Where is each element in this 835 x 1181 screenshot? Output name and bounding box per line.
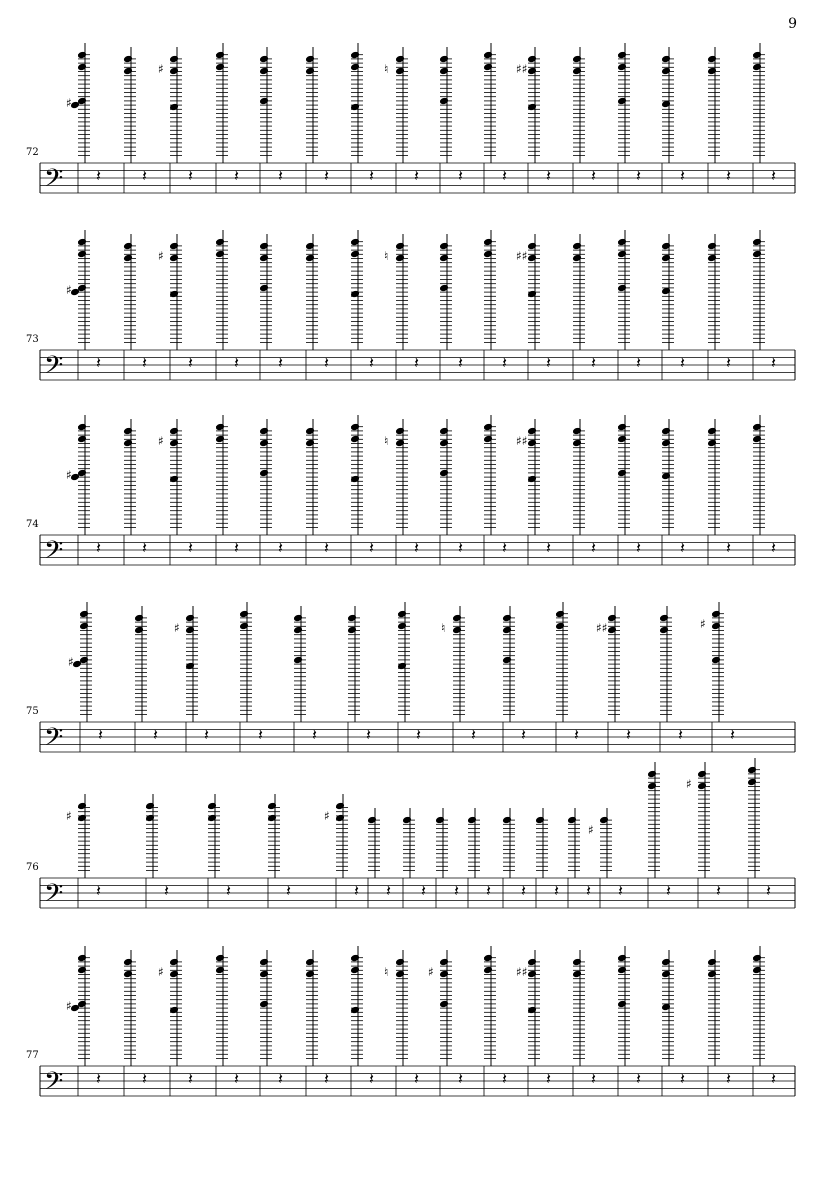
quarter-rest-icon: 𝄽 bbox=[458, 1069, 463, 1088]
quarter-rest-icon: 𝄽 bbox=[636, 166, 641, 185]
quarter-rest-icon: 𝄽 bbox=[502, 353, 507, 372]
accidental: ♮ bbox=[384, 965, 389, 979]
quarter-rest-icon: 𝄽 bbox=[188, 1069, 193, 1088]
quarter-rest-icon: 𝄽 bbox=[546, 538, 551, 557]
measure-number: 77 bbox=[26, 1050, 39, 1061]
quarter-rest-icon: 𝄽 bbox=[636, 353, 641, 372]
quarter-rest-icon: 𝄽 bbox=[726, 538, 731, 557]
quarter-rest-icon: 𝄽 bbox=[324, 166, 329, 185]
quarter-rest-icon: 𝄽 bbox=[369, 353, 374, 372]
quarter-rest-icon: 𝄽 bbox=[454, 881, 459, 900]
bass-clef-icon: 𝄢 bbox=[44, 1067, 64, 1102]
system-76 bbox=[26, 758, 795, 914]
accidental: ♯♯ bbox=[516, 434, 528, 448]
quarter-rest-icon: 𝄽 bbox=[574, 725, 579, 744]
quarter-rest-icon: 𝄽 bbox=[680, 538, 685, 557]
quarter-rest-icon: 𝄽 bbox=[142, 353, 147, 372]
quarter-rest-icon: 𝄽 bbox=[591, 353, 596, 372]
quarter-rest-icon: 𝄽 bbox=[666, 881, 671, 900]
quarter-rest-icon: 𝄽 bbox=[188, 353, 193, 372]
quarter-rest-icon: 𝄽 bbox=[546, 1069, 551, 1088]
quarter-rest-icon: 𝄽 bbox=[502, 538, 507, 557]
quarter-rest-icon: 𝄽 bbox=[414, 538, 419, 557]
quarter-rest-icon: 𝄽 bbox=[96, 881, 101, 900]
quarter-rest-icon: 𝄽 bbox=[458, 166, 463, 185]
quarter-rest-icon: 𝄽 bbox=[324, 1069, 329, 1088]
quarter-rest-icon: 𝄽 bbox=[369, 538, 374, 557]
quarter-rest-icon: 𝄽 bbox=[324, 538, 329, 557]
quarter-rest-icon: 𝄽 bbox=[414, 353, 419, 372]
quarter-rest-icon: 𝄽 bbox=[771, 353, 776, 372]
quarter-rest-icon: 𝄽 bbox=[591, 538, 596, 557]
quarter-rest-icon: 𝄽 bbox=[142, 538, 147, 557]
system-77 bbox=[26, 946, 795, 1102]
accidental: ♯ bbox=[66, 96, 72, 110]
quarter-rest-icon: 𝄽 bbox=[258, 725, 263, 744]
accidental: ♯♯ bbox=[516, 249, 528, 263]
accidental: ♯♯ bbox=[516, 965, 528, 979]
quarter-rest-icon: 𝄽 bbox=[771, 538, 776, 557]
system-74 bbox=[26, 415, 795, 571]
system-73 bbox=[26, 230, 795, 386]
quarter-rest-icon: 𝄽 bbox=[354, 881, 359, 900]
quarter-rest-icon: 𝄽 bbox=[312, 725, 317, 744]
quarter-rest-icon: 𝄽 bbox=[586, 881, 591, 900]
accidental: ♯ bbox=[428, 965, 434, 979]
accidental: ♯ bbox=[158, 249, 164, 263]
quarter-rest-icon: 𝄽 bbox=[766, 881, 771, 900]
quarter-rest-icon: 𝄽 bbox=[416, 725, 421, 744]
quarter-rest-icon: 𝄽 bbox=[421, 881, 426, 900]
quarter-rest-icon: 𝄽 bbox=[369, 1069, 374, 1088]
measure-number: 73 bbox=[26, 334, 39, 345]
quarter-rest-icon: 𝄽 bbox=[636, 538, 641, 557]
quarter-rest-icon: 𝄽 bbox=[730, 725, 735, 744]
quarter-rest-icon: 𝄽 bbox=[414, 1069, 419, 1088]
quarter-rest-icon: 𝄽 bbox=[771, 166, 776, 185]
accidental: ♯ bbox=[588, 823, 594, 837]
quarter-rest-icon: 𝄽 bbox=[96, 353, 101, 372]
bass-clef-icon: 𝄢 bbox=[44, 536, 64, 571]
quarter-rest-icon: 𝄽 bbox=[188, 538, 193, 557]
quarter-rest-icon: 𝄽 bbox=[96, 1069, 101, 1088]
accidental: ♮ bbox=[384, 249, 389, 263]
quarter-rest-icon: 𝄽 bbox=[278, 353, 283, 372]
quarter-rest-icon: 𝄽 bbox=[414, 166, 419, 185]
bass-clef-icon: 𝄢 bbox=[44, 164, 64, 199]
system-75 bbox=[26, 602, 795, 758]
accidental: ♯ bbox=[68, 655, 74, 669]
accidental: ♮ bbox=[384, 62, 389, 76]
quarter-rest-icon: 𝄽 bbox=[680, 353, 685, 372]
quarter-rest-icon: 𝄽 bbox=[618, 881, 623, 900]
quarter-rest-icon: 𝄽 bbox=[458, 353, 463, 372]
bass-clef-icon: 𝄢 bbox=[44, 723, 64, 758]
quarter-rest-icon: 𝄽 bbox=[96, 538, 101, 557]
quarter-rest-icon: 𝄽 bbox=[726, 166, 731, 185]
quarter-rest-icon: 𝄽 bbox=[521, 881, 526, 900]
quarter-rest-icon: 𝄽 bbox=[386, 881, 391, 900]
accidental: ♯ bbox=[158, 62, 164, 76]
quarter-rest-icon: 𝄽 bbox=[366, 725, 371, 744]
quarter-rest-icon: 𝄽 bbox=[502, 1069, 507, 1088]
accidental: ♯ bbox=[66, 283, 72, 297]
quarter-rest-icon: 𝄽 bbox=[204, 725, 209, 744]
quarter-rest-icon: 𝄽 bbox=[188, 166, 193, 185]
accidental: ♯ bbox=[174, 621, 180, 635]
quarter-rest-icon: 𝄽 bbox=[153, 725, 158, 744]
quarter-rest-icon: 𝄽 bbox=[278, 1069, 283, 1088]
accidental: ♮ bbox=[384, 434, 389, 448]
system-72 bbox=[26, 43, 795, 199]
quarter-rest-icon: 𝄽 bbox=[458, 538, 463, 557]
quarter-rest-icon: 𝄽 bbox=[716, 881, 721, 900]
quarter-rest-icon: 𝄽 bbox=[680, 166, 685, 185]
quarter-rest-icon: 𝄽 bbox=[234, 166, 239, 185]
quarter-rest-icon: 𝄽 bbox=[521, 725, 526, 744]
accidental: ♯ bbox=[66, 809, 72, 823]
quarter-rest-icon: 𝄽 bbox=[164, 881, 169, 900]
measure-number: 74 bbox=[26, 519, 39, 530]
accidental: ♯♯ bbox=[596, 621, 608, 635]
quarter-rest-icon: 𝄽 bbox=[771, 1069, 776, 1088]
accidental: ♯ bbox=[686, 777, 692, 791]
bass-clef-icon: 𝄢 bbox=[44, 351, 64, 386]
quarter-rest-icon: 𝄽 bbox=[234, 538, 239, 557]
measure-number: 72 bbox=[26, 147, 39, 158]
measure-number: 76 bbox=[26, 862, 39, 873]
quarter-rest-icon: 𝄽 bbox=[591, 166, 596, 185]
quarter-rest-icon: 𝄽 bbox=[286, 881, 291, 900]
accidental: ♯ bbox=[158, 434, 164, 448]
accidental: ♯ bbox=[158, 965, 164, 979]
quarter-rest-icon: 𝄽 bbox=[234, 1069, 239, 1088]
accidental: ♯ bbox=[324, 809, 330, 823]
quarter-rest-icon: 𝄽 bbox=[554, 881, 559, 900]
quarter-rest-icon: 𝄽 bbox=[591, 1069, 596, 1088]
quarter-rest-icon: 𝄽 bbox=[502, 166, 507, 185]
measure-number: 75 bbox=[26, 706, 39, 717]
quarter-rest-icon: 𝄽 bbox=[680, 1069, 685, 1088]
accidental: ♯ bbox=[66, 468, 72, 482]
quarter-rest-icon: 𝄽 bbox=[278, 166, 283, 185]
quarter-rest-icon: 𝄽 bbox=[98, 725, 103, 744]
quarter-rest-icon: 𝄽 bbox=[324, 353, 329, 372]
quarter-rest-icon: 𝄽 bbox=[678, 725, 683, 744]
accidental: ♯ bbox=[66, 999, 72, 1013]
quarter-rest-icon: 𝄽 bbox=[626, 725, 631, 744]
quarter-rest-icon: 𝄽 bbox=[369, 166, 374, 185]
quarter-rest-icon: 𝄽 bbox=[726, 353, 731, 372]
quarter-rest-icon: 𝄽 bbox=[726, 1069, 731, 1088]
page-number: 9 bbox=[788, 16, 797, 32]
quarter-rest-icon: 𝄽 bbox=[278, 538, 283, 557]
accidental: ♯ bbox=[700, 617, 706, 631]
bass-clef-icon: 𝄢 bbox=[44, 879, 64, 914]
quarter-rest-icon: 𝄽 bbox=[96, 166, 101, 185]
quarter-rest-icon: 𝄽 bbox=[546, 353, 551, 372]
quarter-rest-icon: 𝄽 bbox=[546, 166, 551, 185]
quarter-rest-icon: 𝄽 bbox=[142, 1069, 147, 1088]
accidental: ♯♯ bbox=[516, 62, 528, 76]
quarter-rest-icon: 𝄽 bbox=[636, 1069, 641, 1088]
quarter-rest-icon: 𝄽 bbox=[471, 725, 476, 744]
quarter-rest-icon: 𝄽 bbox=[234, 353, 239, 372]
quarter-rest-icon: 𝄽 bbox=[486, 881, 491, 900]
quarter-rest-icon: 𝄽 bbox=[226, 881, 231, 900]
quarter-rest-icon: 𝄽 bbox=[142, 166, 147, 185]
accidental: ♮ bbox=[441, 621, 446, 635]
